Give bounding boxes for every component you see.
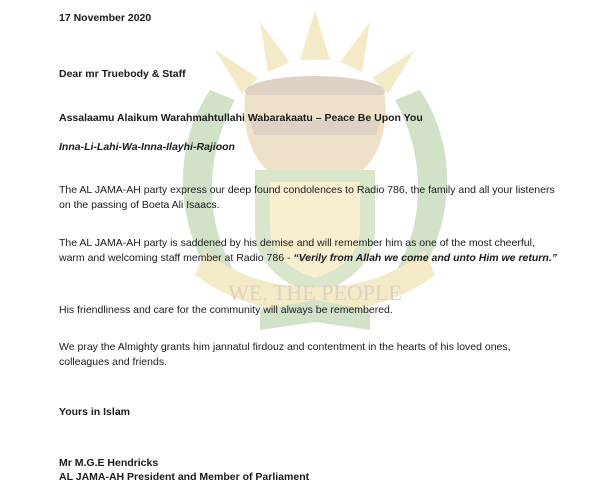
remembrance-paragraph [59,236,559,266]
party-emblem-watermark [150,0,480,345]
quranic-verse: Inna-Li-Lahi-Wa-Inna-Ilayhi-Rajioon [59,141,235,153]
friendliness-paragraph: His friendliness and care for the community will always be remembered. [59,304,393,316]
emblem-motto: WE, THE PEOPLE [228,280,402,305]
signatory-title: AL JAMA-AH President and Member of Parliament [59,471,310,483]
islamic-greeting: Assalaamu Alaikum Warahmahtullahi Wabarakaatu – Peace Be Upon You [59,112,423,124]
signatory-name: Mr M.G.E Hendricks [59,457,159,469]
letter-date: 17 November 2020 [59,12,152,24]
prayer-paragraph: We pray the Almighty grants him jannatul firdouz and contentment in the hearts of his loved ones, colleagues and friends. [59,341,511,368]
closing: Yours in Islam [59,406,130,418]
salutation: Dear mr Truebody & Staff [59,68,186,80]
condolence-paragraph: The AL JAMA-AH party express our deep found condolences to Radio 786, the family and all your listeners on the passing of Boeta Ali Isaacs. [59,184,555,211]
remembrance-quote: “Verily from Allah we come and unto Him we return.” [293,252,557,264]
remembrance-text: The AL JAMA-AH party is saddened by his demise and will remember him as one of the most cheerful, warm and welcoming staff member at Radio 786 - [59,237,535,264]
